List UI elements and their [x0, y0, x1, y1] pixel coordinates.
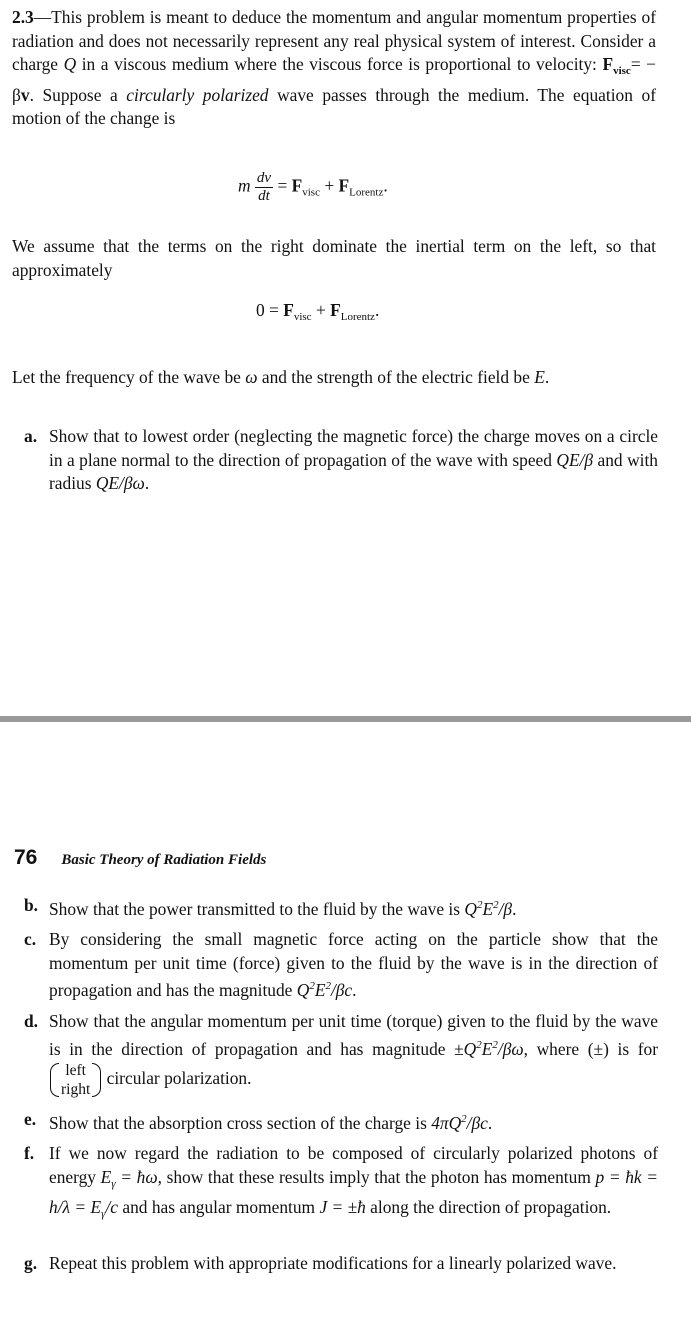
eq2-force-lorentz: F — [330, 300, 341, 320]
problem-dash: — — [33, 7, 52, 27]
eq1-equals: = — [277, 175, 288, 196]
intro-text-2: in a viscous medium where the viscous force is proportional to velocity: — [76, 54, 603, 75]
right-word: right — [61, 1081, 91, 1099]
page-header — [14, 846, 266, 870]
part-f-text-2: , show that these results imply that the photon has momentum — [157, 1166, 596, 1187]
eq2-visc-sub: visc — [293, 311, 312, 323]
frequency-paragraph — [12, 366, 656, 390]
part-b — [24, 894, 658, 922]
part-f-momentum: p = ħk = $h/\lambda = E_\gamma/c$ — [49, 1166, 658, 1221]
part-d-text-3: circular polarization. — [102, 1068, 252, 1089]
intro-text-4: . Suppose a — [29, 84, 127, 105]
problem-intro — [12, 6, 656, 131]
eq1-numerator: dv — [256, 170, 272, 186]
circularly-polarized: circularly polarized — [126, 84, 269, 105]
part-e — [24, 1108, 658, 1136]
part-a-label: a. — [24, 426, 38, 446]
page-bottom — [0, 722, 691, 1323]
eq1-end: . — [383, 175, 388, 196]
problem-number: 2.3 — [12, 7, 34, 27]
eq1-force-lorentz: F — [338, 175, 350, 196]
para3-text-3: . — [544, 367, 550, 387]
eq2-plus: + — [315, 300, 326, 320]
intro-text-1: This problem is meant to deduce the momentum and angular momentum properties of radiation and does not necessarily represent any real physical system of interest. Consider a charge — [12, 7, 656, 75]
part-d-label: d. — [24, 1011, 39, 1031]
velocity-symbol: v — [20, 84, 30, 105]
part-e-math: $4\pi Q^2/\beta c$ — [431, 1113, 488, 1133]
eq2-lorentz-sub: Lorentz — [340, 311, 375, 323]
part-b-math: $Q^2E^2/\beta$ — [464, 899, 513, 919]
intro-text-3: = − β — [12, 54, 656, 105]
eq1-plus: + — [324, 175, 335, 196]
part-f-text-3: and has angular momentum — [118, 1197, 320, 1218]
part-g — [24, 1252, 658, 1276]
page-number: 76 — [14, 846, 38, 869]
force-symbol: F — [602, 54, 614, 75]
part-e-text-2: . — [487, 1113, 493, 1133]
part-a — [24, 425, 658, 496]
part-c-text-2: . — [352, 980, 357, 1001]
part-c-math: $Q^2E^2/\beta c$ — [296, 980, 353, 1001]
part-c-label: c. — [24, 929, 37, 949]
eq2-end: . — [374, 300, 380, 320]
part-a-text-3: . — [144, 473, 150, 494]
eq1-fraction — [255, 170, 273, 205]
part-e-label: e. — [24, 1109, 37, 1129]
left-right-bracket — [49, 1061, 102, 1099]
left-word: left — [65, 1062, 86, 1080]
eq2-lhs: 0 = — [256, 300, 279, 320]
omega-symbol: ω — [245, 367, 258, 387]
eq1-lorentz-sub: Lorentz — [349, 186, 384, 199]
field-symbol: E — [534, 367, 545, 387]
running-title: Basic Theory of Radiation Fields — [61, 852, 267, 868]
part-f-label: f. — [24, 1143, 35, 1163]
part-d-text-1: Show that the angular momentum per unit time (torque) given to the fluid by the wave is in the direction of propagation and has magnitude — [49, 1011, 658, 1059]
part-g-text-1: Repeat this problem with appropriate modifications for a linearly polarized wave. — [49, 1253, 617, 1273]
para3-text-2: and the strength of the electric field be — [257, 367, 535, 387]
eq1-visc-sub: visc — [302, 186, 320, 199]
part-d — [24, 1010, 658, 1099]
assumption-paragraph: We assume that the terms on the right dominate the inertial term on the left, so that approximately — [12, 236, 656, 280]
para3-text-1: Let the frequency of the wave be — [12, 367, 246, 387]
part-f-angmom: J = ±ħ — [319, 1197, 366, 1218]
part-f — [24, 1142, 658, 1227]
eq1-mass: m — [238, 175, 251, 196]
part-a-radius: QE/βω — [95, 473, 145, 494]
part-b-text-2: . — [512, 899, 517, 919]
part-f-text-1: If we now regard the radiation to be composed of circularly polarized photons of energy — [49, 1143, 658, 1187]
eq2-force-visc: F — [283, 300, 294, 320]
part-f-text-4: along the direction of propagation. — [365, 1197, 612, 1218]
part-a-speed: QE/β — [556, 449, 594, 470]
part-d-math: $\pm Q^2E^2/\beta\omega$ — [454, 1038, 524, 1059]
part-c — [24, 928, 658, 1003]
part-g-label: g. — [24, 1253, 38, 1273]
eq1-denominator: dt — [258, 188, 270, 204]
equation-of-motion — [238, 170, 388, 205]
approx-equation — [256, 300, 379, 323]
intro-text-5: wave passes through the medium. The equation of motion of the change is — [12, 84, 656, 129]
visc-subscript: visc — [613, 65, 631, 78]
charge-symbol: Q — [63, 54, 77, 75]
part-c-text-1: By considering the small magnetic force acting on the particle show that the momentum per unit time (force) given to the fluid by the wave is in the direction of propagation and has the magnitude — [49, 929, 658, 1001]
part-a-text-1: Show that to lowest order (neglecting the magnetic force) the charge moves on a circle in a plane normal to the direction of propagation of the wave with speed — [49, 426, 658, 470]
part-d-text-2: , where (±) is for — [523, 1038, 659, 1059]
part-b-label: b. — [24, 895, 39, 915]
part-f-energy: $E_\gamma$ = ħω — [100, 1166, 158, 1190]
part-e-text-1: Show that the absorption cross section of the charge is — [49, 1113, 432, 1133]
eq1-force-visc: F — [291, 175, 303, 196]
part-b-text-1: Show that the power transmitted to the fluid by the wave is — [49, 899, 465, 919]
part-a-text-2: and with radius — [49, 449, 658, 494]
